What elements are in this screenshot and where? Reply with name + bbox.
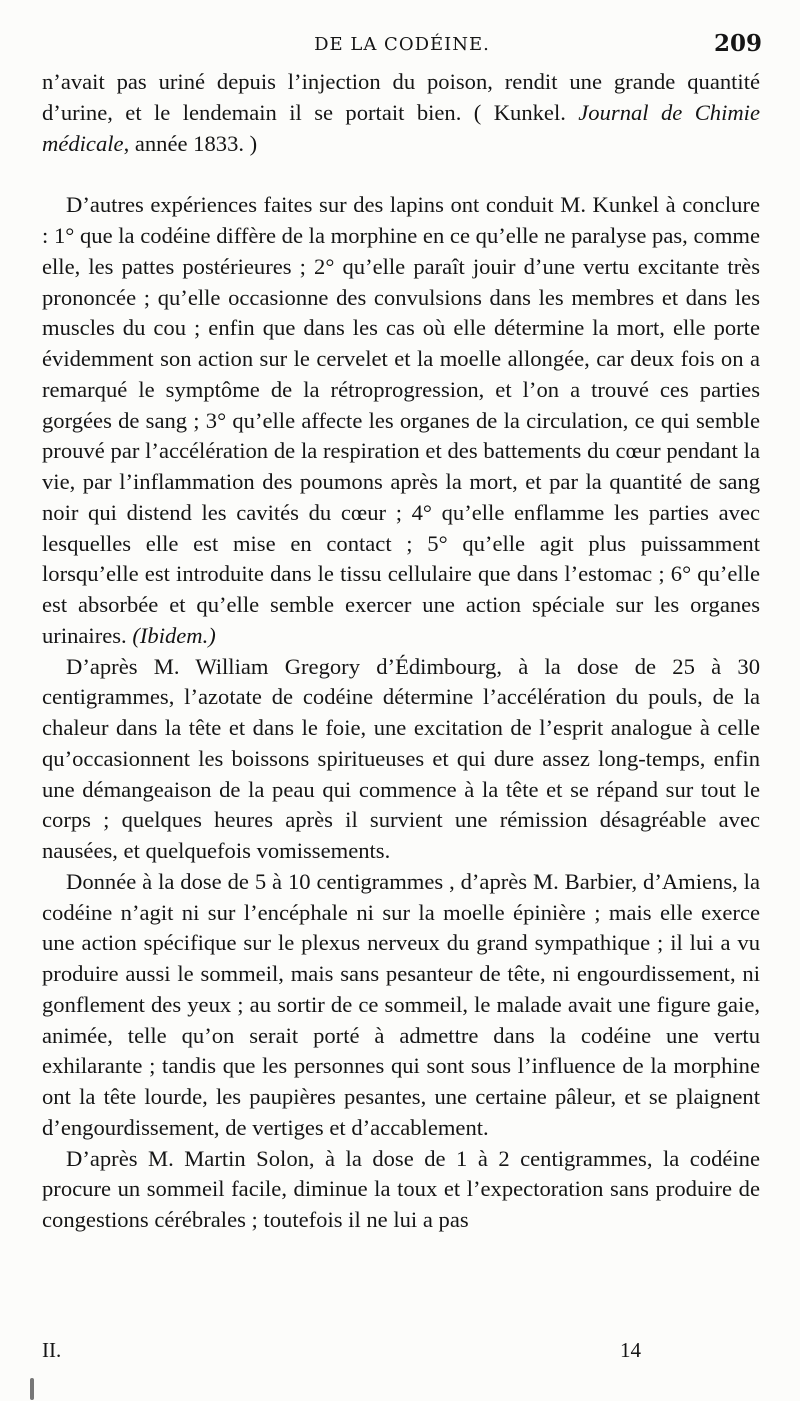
paragraph-text: , année 1833. ) bbox=[123, 130, 258, 156]
sheet-number: 14 bbox=[620, 1338, 641, 1362]
body-text bbox=[42, 67, 760, 1236]
citation-ibidem: (Ibidem.) bbox=[132, 622, 216, 648]
paragraph-text: D’autres expériences faites sur des lapins ont conduit M. Kunkel à conclure : 1° que la codéine diffère de la morphine en ce qu’elle ne paralyse pas, comme elle, les pattes postérieures ; 2° qu’elle paraît jouir d’une vertu excitante très prononcée ; qu’elle occasionne des convulsions dans les membres et dans les muscles du cou ; enfin que dans les cas où elle détermine la mort, elle porte évidemment son action sur le cervelet et la moelle allongée, car deux fois on a remarqué le symptôme de la rétroprogression, et l’on a trouvé ces parties gorgées de sang ; 3° qu’elle affecte les organes de la circulation, ce qui semble prouvé par l’accélération de la respiration et des battements du cœur pendant la vie, par l’inflammation des poumons après la mort, et par la quantité de sang noir qui distend les cavités du cœur ; 4° qu’elle enflamme les parties avec lesquelles elle est mise en contact ; 5° qu’elle agit plus puissamment lorsqu’elle est introduite dans le tissu cellulaire que dans l’estomac ; 6° qu’elle est absorbée et qu’elle semble exercer une action spéciale sur les organes urinaires. bbox=[42, 192, 760, 648]
running-title: DE LA CODÉINE. bbox=[314, 34, 490, 55]
running-head bbox=[42, 30, 762, 62]
paragraph-kunkel bbox=[42, 190, 760, 651]
page-edge-mark bbox=[30, 1378, 34, 1400]
signature-mark: II. bbox=[42, 1338, 62, 1362]
paragraph-martin-solon: D’après M. Martin Solon, à la dose de 1 à 2 centigrammes, la codéine procure un sommeil facile, diminue la toux et l’expectoration sans produire de congestions cérébrales ; toutefois il ne lui a pas bbox=[42, 1145, 760, 1232]
page-number: 209 bbox=[713, 30, 762, 57]
page-footer bbox=[42, 1338, 760, 1368]
paragraph-barbier: Donnée à la dose de 5 à 10 centigrammes , d’après M. Barbier, d’Amiens, la codéine n’agit ni sur l’encéphale ni sur la moelle épinière ; mais elle exerce une action spécifique sur le plexus nerveux du grand sympathique ; il lui a vu produire aussi le sommeil, mais sans pesanteur de tête, ni engourdissement, ni gonflement des yeux ; au sortir de ce sommeil, le malade avait une figure gaie, animée, telle qu’on serait porté à admettre dans la codéine une vertu exhilarante ; tandis que les personnes qui sont sous l’influence de la morphine ont la tête lourde, les paupières pesantes, une certaine pâleur, et se plaignent d’engourdissement, de vertiges et d’accablement. bbox=[42, 868, 760, 1140]
paragraph-continuation bbox=[42, 67, 760, 159]
paragraph-text: n’avait pas uriné depuis l’injection du poison, rendit une grande quantité d’urine, et le lendemain il se portait bien. ( Kunkel. bbox=[42, 69, 760, 125]
paragraph-gregory: D’après M. William Gregory d’Édimbourg, à la dose de 25 à 30 centigrammes, l’azotate de codéine détermine l’accélération du pouls, de la chaleur dans la tête et dans le foie, une excitation de l’esprit analogue à celle qu’occasionnent les boissons spiritueuses et qui dure assez long-temps, enfin une démangeaison de la peau qui commence à la tête et se répand sur tout le corps ; quelques heures après il survient une rémission désagréable avec nausées, et quelquefois vomissements. bbox=[42, 653, 760, 863]
journal-title: Journal de Chimie médicale bbox=[42, 99, 760, 156]
